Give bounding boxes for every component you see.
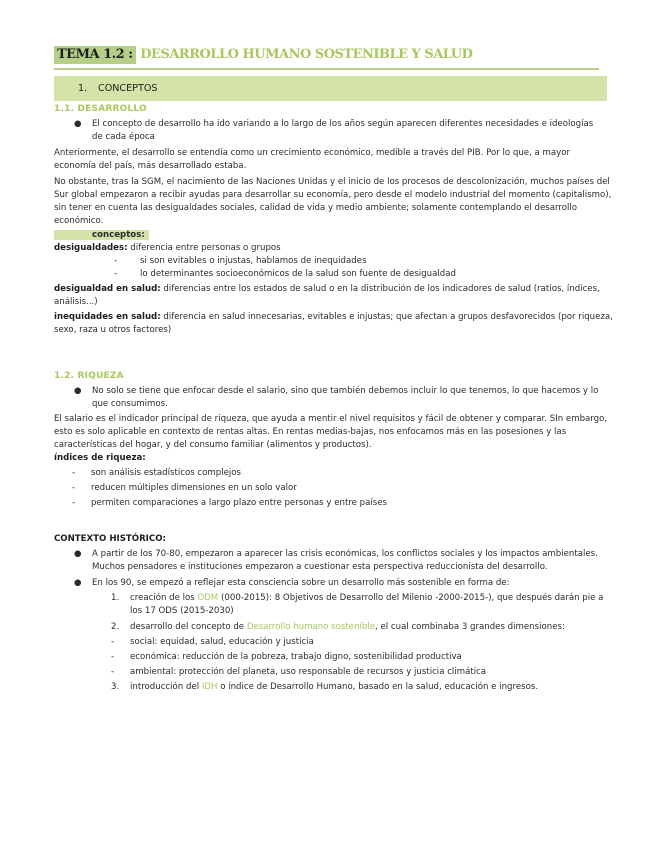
sub-item-text: lo determinantes socioeconómicos de la salud son fuente de desigualdad — [140, 269, 456, 279]
list-item: - si son evitables o injustas, hablamos de inequidades — [114, 256, 367, 266]
item-text: introducción del — [130, 682, 202, 692]
list-item-text: son análisis estadísticos complejos — [91, 468, 242, 478]
list-item: - ambiental: protección del planeta, uso responsable de recursos y justicia climática — [111, 667, 487, 677]
definition: diferencias entre los estados de salud o en la distribución de los indicadores de salud (ratios, índices, análisis...) — [54, 284, 600, 307]
contexto-section — [54, 533, 614, 694]
dimension-text: económica: reducción de la pobreza, trabajo digno, sostenibilidad productiva — [130, 652, 462, 662]
bullet-text: El concepto de desarrollo ha ido variando a lo largo de los años según aparecen diferentes necesidades e ideologías de cada época — [92, 119, 594, 142]
term: índices de riqueza: — [54, 453, 146, 463]
list-item — [54, 385, 614, 411]
list-item: - social: equidad, salud, educación y justicia — [111, 637, 314, 647]
dimension-text: ambiental: protección del planeta, uso responsable de recursos y justicia climática — [130, 667, 487, 677]
bullet-icon: ● — [74, 549, 82, 559]
list-item — [54, 548, 614, 574]
term: desigualdad en salud: — [54, 284, 161, 294]
numbered-item: 1. creación de los ODM (000-2015): 8 Objetivos de Desarrollo del Milenio -2000-2015-), que después darán pie a los 17 ODS (2015-2030) — [111, 593, 604, 616]
definition: diferencia en salud innecesarias, evitables e injustas; que afectan a grupos desfavorecidos (por riqueza, sexo, raza u otros factores) — [54, 312, 613, 335]
dhs-link: Desarrollo humano sostenible — [246, 622, 376, 632]
section-conceptos-bar — [54, 76, 607, 101]
list-item: - reducen múltiples dimensiones en un solo valor — [72, 483, 297, 493]
desarrollo-heading: 1.1. DESARROLLO — [54, 104, 147, 114]
section-label: CONCEPTOS — [98, 83, 158, 94]
desarrollo-section — [54, 103, 614, 337]
bullet-text: No solo se tiene que enfocar desde el salario, sino que también debemos incluir lo que tenemos, lo que hacemos y lo que consumimos. — [92, 386, 599, 409]
list-item: - lo determinantes socioeconómicos de la salud son fuente de desigualdad — [114, 269, 456, 279]
list-item: - económica: reducción de la pobreza, trabajo digno, sostenibilidad productiva — [111, 652, 462, 662]
odm-link: ODM — [197, 593, 219, 603]
contexto-heading: CONTEXTO HISTÓRICO: — [54, 534, 166, 544]
numbered-item: 3. introducción del IDH o índice de Desarrollo Humano, basado en la salud, educación e ingresos. — [111, 682, 539, 692]
list-item: - son análisis estadísticos complejos — [72, 468, 242, 478]
tema-label: TEMA 1.2 : — [54, 46, 136, 64]
item-text: , el cual combinaba 3 grandes dimensiones: — [375, 622, 565, 632]
item-text: (000-2015): 8 Objetivos de Desarrollo del Milenio -2000-2015-), que después darán pie a los 17 ODS (2015-2030) — [130, 593, 604, 616]
list-item: - permiten comparaciones a largo plazo entre personas y entre países — [72, 498, 388, 508]
tema-subtitle: DESARROLLO HUMANO SOSTENIBLE Y SALUD — [140, 47, 473, 62]
riqueza-heading: 1.2. RIQUEZA — [54, 371, 124, 381]
bullet-text: A partir de los 70-80, empezaron a aparecer las crisis económicas, los conflictos sociales y los impactos ambientales. Muchos pensadores e instituciones empezaron a cuestionar esta perspectiva reduccionista del desarrollo. — [92, 549, 598, 572]
list-item-text: permiten comparaciones a largo plazo entre personas y entre países — [91, 498, 388, 508]
title-underline — [54, 68, 599, 70]
item-text: creación de los — [130, 593, 198, 603]
paragraph: El salario es el indicador principal de riqueza, que ayuda a mentir el nivel requisitos y fácil de obtener y comparar. SIn embargo, esto es solo aplicable en contexto de rentas altas. En rentas medias-bajas, nos enfocamos más en las posesiones y las características del hogar, y del consumo familiar (alimentos y productos). — [54, 414, 608, 450]
idh-link: IDH — [201, 682, 218, 692]
bullet-icon: ● — [74, 386, 82, 396]
bullet-text: En los 90, se empezó a reflejar esta consciencia sobre un desarrollo más sostenible en forma de: — [92, 578, 510, 588]
item-text: desarrollo del concepto de — [130, 622, 247, 632]
definition: diferencia entre personas o grupos — [127, 243, 281, 253]
term: inequidades en salud: — [54, 312, 161, 322]
bullet-icon: ● — [74, 578, 82, 588]
sub-item-text: si son evitables o injustas, hablamos de inequidades — [140, 256, 367, 266]
item-text: o índice de Desarrollo Humano, basado en la salud, educación e ingresos. — [217, 682, 539, 692]
dimension-text: social: equidad, salud, educación y justicia — [130, 637, 314, 647]
bullet-icon: ● — [74, 119, 82, 129]
list-item — [54, 118, 614, 144]
paragraph: Anteriormente, el desarrollo se entendía como un crecimiento económico, medible a través del PIB. Por lo que, a mayor economía del país, más desarrollado estaba. — [54, 148, 571, 171]
term: desigualdades: — [54, 243, 128, 253]
paragraph: No obstante, tras la SGM, el nacimiento de las Naciones Unidas y el inicio de los procesos de descolonización, muchos países del Sur global empezaron a recibir ayudas para desarrollar su economía, pero desde el modelo industrial del momento (capitalismo), sin tener en cuenta las desigualdades sociales, calidad de vida y medio ambiente; solamente contemplando el desarrollo económico. — [54, 177, 612, 226]
numbered-item: 2. desarrollo del concepto de Desarrollo humano sostenible, el cual combinaba 3 grandes dimensiones: — [111, 622, 565, 632]
section-number: 1. — [78, 83, 88, 94]
list-item — [54, 577, 614, 590]
riqueza-section — [54, 370, 614, 510]
conceptos-highlight: conceptos: — [54, 230, 149, 240]
document-title — [54, 46, 596, 68]
list-item-text: reducen múltiples dimensiones en un solo valor — [91, 483, 297, 493]
